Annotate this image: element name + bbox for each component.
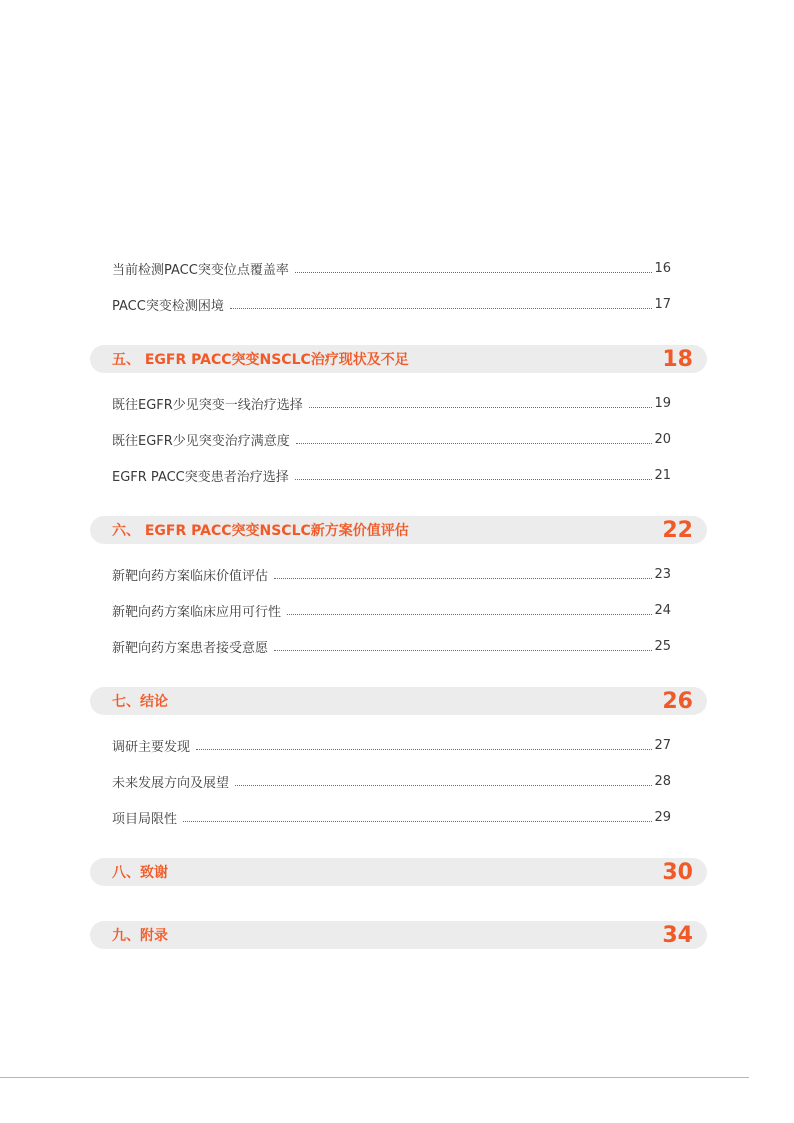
toc-entry-label: PACC突变检测困境 [112, 298, 224, 314]
toc-entry-page: 21 [654, 467, 671, 483]
toc-entry[interactable] [112, 294, 671, 314]
toc-entry-label: 新靶向药方案患者接受意愿 [112, 640, 269, 656]
toc-section-7[interactable] [90, 687, 707, 715]
toc-entry-label: 未来发展方向及展望 [112, 775, 230, 791]
section-page: 18 [662, 346, 693, 372]
toc-entry-page: 28 [654, 773, 671, 789]
dot-leader [296, 443, 653, 444]
section-title: 六、 EGFR PACC突变NSCLC新方案价值评估 [112, 523, 409, 539]
toc-entry-page: 29 [654, 809, 671, 825]
toc-entry[interactable] [112, 771, 671, 791]
dot-leader [183, 821, 652, 822]
toc-entry-label: 项目局限性 [112, 811, 178, 827]
toc-entry[interactable] [112, 807, 671, 827]
toc-section-8[interactable] [90, 858, 707, 886]
toc-entry-page: 27 [654, 737, 671, 753]
toc-entry-label: 既往EGFR少见突变一线治疗选择 [112, 397, 303, 413]
dot-leader [295, 479, 653, 480]
toc-section-9[interactable] [90, 921, 707, 949]
toc-entry-label: EGFR PACC突变患者治疗选择 [112, 469, 289, 485]
toc-entry-label: 既往EGFR少见突变治疗满意度 [112, 433, 290, 449]
dot-leader [235, 785, 652, 786]
section-page: 34 [662, 922, 693, 948]
toc-entry-label: 新靶向药方案临床应用可行性 [112, 604, 282, 620]
dot-leader [274, 578, 652, 579]
toc-entry[interactable] [112, 429, 671, 449]
toc-section-6[interactable] [90, 516, 707, 544]
section-title: 八、致谢 [112, 865, 168, 881]
section-page: 26 [662, 688, 693, 714]
section-title: 九、附录 [112, 928, 168, 944]
toc-entry[interactable] [112, 600, 671, 620]
toc-section-5[interactable] [90, 345, 707, 373]
toc-entry[interactable] [112, 258, 671, 278]
toc-entry[interactable] [112, 393, 671, 413]
toc-entry-label: 调研主要发现 [112, 739, 191, 755]
toc-entry-page: 23 [654, 566, 671, 582]
toc-entry-page: 25 [654, 638, 671, 654]
footer-divider [0, 1077, 749, 1078]
section-title: 七、结论 [112, 694, 168, 710]
section-title: 五、 EGFR PACC突变NSCLC治疗现状及不足 [112, 352, 409, 368]
dot-leader [309, 407, 653, 408]
toc-entry-page: 24 [654, 602, 671, 618]
toc-entry-label: 当前检测PACC突变位点覆盖率 [112, 262, 289, 278]
toc-entry-page: 17 [654, 296, 671, 312]
dot-leader [230, 308, 653, 309]
dot-leader [295, 272, 653, 273]
toc-entry[interactable] [112, 735, 671, 755]
toc-entry-page: 19 [654, 395, 671, 411]
toc-entry-page: 16 [654, 260, 671, 276]
dot-leader [287, 614, 652, 615]
dot-leader [274, 650, 652, 651]
section-page: 30 [662, 859, 693, 885]
section-page: 22 [662, 517, 693, 543]
toc-entry[interactable] [112, 465, 671, 485]
toc-entry[interactable] [112, 564, 671, 584]
toc-entry[interactable] [112, 636, 671, 656]
toc-entry-label: 新靶向药方案临床价值评估 [112, 568, 269, 584]
toc-entry-page: 20 [654, 431, 671, 447]
dot-leader [196, 749, 652, 750]
